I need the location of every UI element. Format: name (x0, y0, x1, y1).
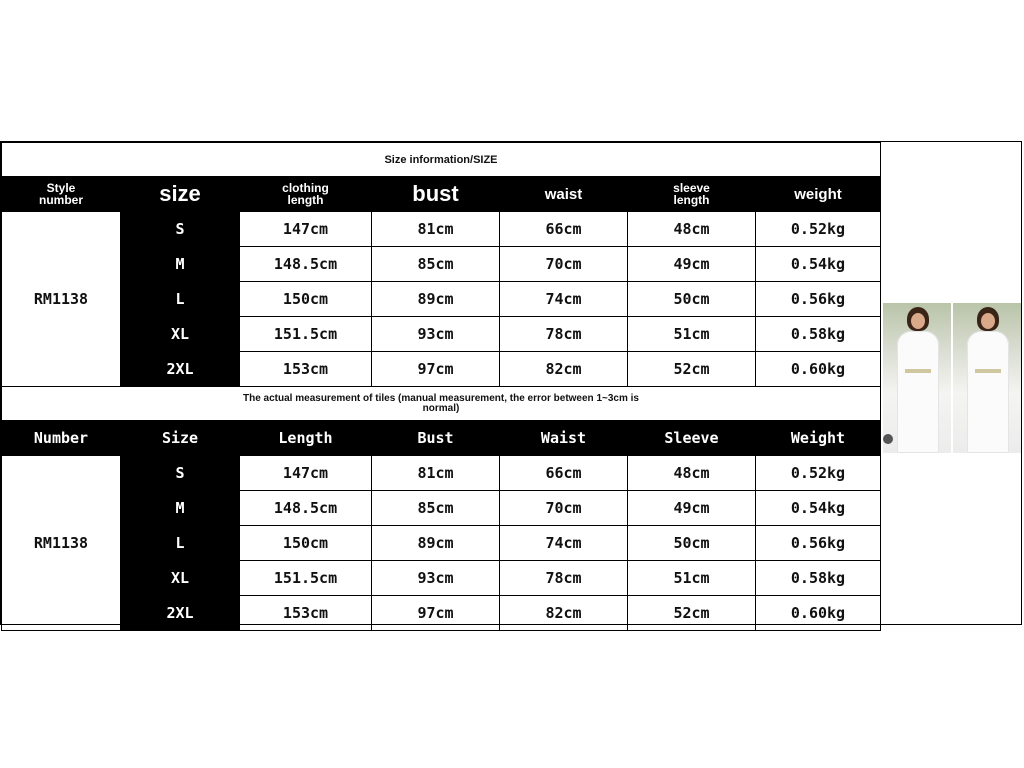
header-clothing-length-line1: clothing (282, 181, 329, 195)
header-size: size (159, 181, 201, 206)
cell-length: 148.5cm (273, 499, 338, 517)
style-number: RM1138 (33, 290, 89, 308)
play-icon[interactable] (883, 434, 893, 444)
cell-sleeve: 51cm (673, 325, 710, 343)
cell-size: S (175, 464, 185, 482)
cell-bust: 97cm (417, 360, 454, 378)
table-row (2, 526, 881, 561)
style-number: RM1138 (33, 534, 89, 552)
header2-waist: Waist (540, 429, 587, 447)
cell-waist: 70cm (545, 255, 582, 273)
cell-size: S (175, 220, 185, 238)
cell-size: XL (170, 569, 190, 587)
cell-size: M (175, 255, 185, 273)
cell-bust: 85cm (417, 255, 454, 273)
table-row (2, 282, 881, 317)
cell-waist: 78cm (545, 569, 582, 587)
cell-waist: 74cm (545, 290, 582, 308)
cell-sleeve: 48cm (673, 464, 710, 482)
cell-bust: 81cm (417, 464, 454, 482)
cell-sleeve: 50cm (673, 534, 710, 552)
cell-weight: 0.56kg (790, 290, 846, 308)
header-style-number-line2: number (38, 193, 83, 207)
cell-weight: 0.58kg (790, 325, 846, 343)
cell-sleeve: 49cm (673, 499, 710, 517)
cell-bust: 89cm (417, 534, 454, 552)
measurement-note: The actual measurement of tiles (manual measurement, the error between 1~3cm is normal) (243, 392, 639, 414)
cell-weight: 0.60kg (790, 604, 846, 622)
cell-length: 151.5cm (273, 325, 338, 343)
cell-length: 153cm (282, 604, 329, 622)
table-row (2, 456, 881, 491)
cell-size: 2XL (166, 360, 194, 378)
table-title-row (2, 143, 881, 177)
table-row (2, 352, 881, 387)
table-row (2, 212, 881, 247)
cell-length: 153cm (282, 360, 329, 378)
cell-waist: 82cm (545, 604, 582, 622)
table-row (2, 491, 881, 526)
cell-weight: 0.56kg (790, 534, 846, 552)
cell-bust: 93cm (417, 569, 454, 587)
cell-length: 147cm (282, 464, 329, 482)
cell-size: XL (170, 325, 190, 343)
cell-waist: 82cm (545, 360, 582, 378)
product-photo-panel (880, 142, 1021, 624)
cell-size: L (175, 290, 185, 308)
cell-sleeve: 52cm (673, 360, 710, 378)
header2-weight: Weight (790, 429, 846, 447)
cell-bust: 81cm (417, 220, 454, 238)
cell-weight: 0.52kg (790, 464, 846, 482)
cell-length: 150cm (282, 534, 329, 552)
header-sleeve-length-line1: sleeve (673, 181, 710, 195)
cell-bust: 85cm (417, 499, 454, 517)
header-weight: weight (794, 185, 842, 203)
header-bust: bust (412, 181, 459, 206)
cell-weight: 0.54kg (790, 499, 846, 517)
header2-sleeve: Sleeve (664, 429, 719, 447)
header-sleeve-length-line2: length (673, 193, 710, 207)
cell-sleeve: 49cm (673, 255, 710, 273)
model-photo-side[interactable] (953, 303, 1021, 453)
header2-length: Length (278, 429, 333, 447)
table-row (2, 596, 881, 631)
cell-waist: 78cm (545, 325, 582, 343)
cell-waist: 66cm (545, 464, 582, 482)
cell-bust: 89cm (417, 290, 454, 308)
model-photo-front[interactable] (883, 303, 951, 453)
header-clothing-length-line2: length (287, 193, 324, 207)
cell-length: 151.5cm (273, 569, 338, 587)
cell-sleeve: 48cm (673, 220, 710, 238)
cell-length: 147cm (282, 220, 329, 238)
cell-bust: 97cm (417, 604, 454, 622)
header-row-1 (2, 177, 881, 212)
table-row (2, 317, 881, 352)
cell-length: 148.5cm (273, 255, 338, 273)
table-row (2, 561, 881, 596)
header2-size: Size (161, 429, 199, 447)
table-row (2, 247, 881, 282)
cell-size: L (175, 534, 185, 552)
header-style-number-line1: Style (46, 181, 76, 195)
cell-waist: 66cm (545, 220, 582, 238)
cell-size: M (175, 499, 185, 517)
cell-sleeve: 50cm (673, 290, 710, 308)
cell-size: 2XL (166, 604, 194, 622)
cell-weight: 0.54kg (790, 255, 846, 273)
size-table (1, 142, 881, 631)
cell-sleeve: 51cm (673, 569, 710, 587)
cell-length: 150cm (282, 290, 329, 308)
header2-number: Number (33, 429, 89, 447)
cell-weight: 0.52kg (790, 220, 846, 238)
cell-weight: 0.60kg (790, 360, 846, 378)
size-chart (0, 141, 1022, 625)
cell-sleeve: 52cm (673, 604, 710, 622)
cell-waist: 74cm (545, 534, 582, 552)
cell-waist: 70cm (545, 499, 582, 517)
header-row-2 (2, 421, 881, 456)
measurement-note-row (2, 387, 881, 421)
header-waist: waist (544, 185, 583, 203)
cell-bust: 93cm (417, 325, 454, 343)
cell-weight: 0.58kg (790, 569, 846, 587)
table-title: Size information/SIZE (384, 153, 498, 166)
header2-bust: Bust (417, 429, 454, 447)
